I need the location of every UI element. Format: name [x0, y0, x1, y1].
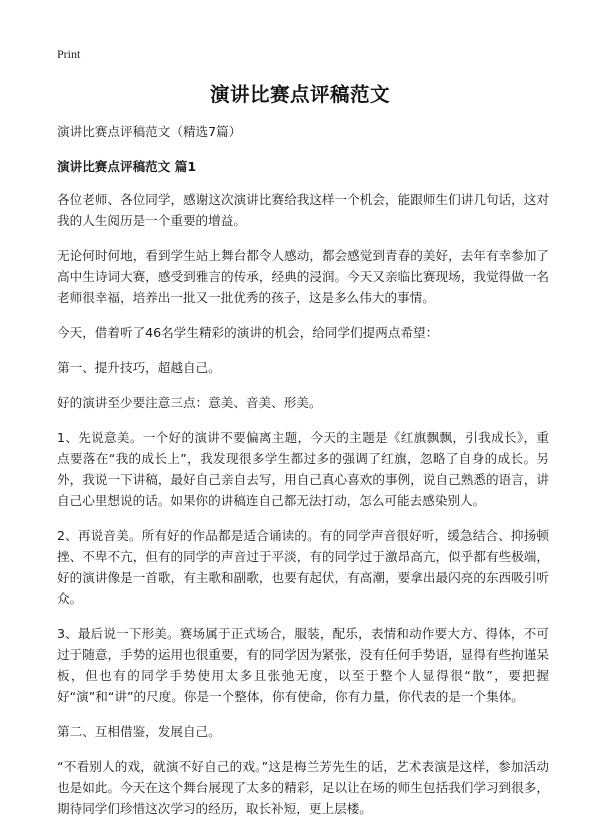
paragraph-three-beauties: 好的演讲至少要注意三点：意美、音美、形美。: [57, 395, 322, 410]
paragraph-hopes-intro: 今天，借着听了46名学生精彩的演讲的机会，给同学们提两点希望：: [57, 325, 439, 340]
paragraph-greeting: 各位老师、各位同学，感谢这次演讲比赛给我这样一个机会，能跟师生们讲几句话，这对我的人生阅历是一个重要的增益。: [57, 192, 549, 228]
paragraph-meaning-beauty: 1、先说意美。一个好的演讲不要偏离主题，今天的主题是《红旗飘飘，引我成长》，重点要落在“我的成长上”，我发现很多学生都过多的强调了红旗，忽略了自身的成长。另外，我说一下讲稿，最好自己亲自去写，用自己真心喜欢的事例，说自己熟悉的语言，讲自己心里想说的话。如果你的讲稿连自己都无法打动，怎么可能去感染别人。: [57, 430, 549, 508]
page-title: 演讲比赛点评稿范文: [209, 83, 390, 106]
paragraph-point-one-heading: 第一、提升技巧，超越自己。: [57, 360, 221, 375]
print-link[interactable]: Print: [57, 47, 81, 61]
paragraph-impression: 无论何时何地，看到学生站上舞台都令人感动，都会感觉到青春的美好，去年有幸参加了高中生诗词大赛，感受到雅言的传承，经典的浸润。今天又亲临比赛现场，我觉得做一名老师很幸福，培养出一批又一批优秀的孩子，这是多么伟大的事情。: [57, 248, 549, 305]
article-section-heading: 演讲比赛点评稿范文 篇1: [57, 159, 197, 174]
article-subtitle: 演讲比赛点评稿范文（精选7篇）: [57, 124, 242, 139]
paragraph-form-beauty: 3、最后说一下形美。赛场属于正式场合，服装，配乐，表情和动作要大方、得体，不可过于随意，手势的运用也很重要，有的同学因为紧张，没有任何手势语，显得有些拘谨呆板，但也有的同学手势使用太多且张弛无度，以至于整个人显得很“散”，要把握好“演”和“讲”的尺度。你是一个整体，你有使命，你有力量，你代表的是一个集体。: [57, 626, 549, 704]
paragraph-sound-beauty: 2、再说音美。所有好的作品都是适合诵读的。有的同学声音很好听，缓急结合、抑扬顿挫、不卑不亢，但有的同学的声音过于平淡，有的同学过于激昂高亢，似乎都有些极端，好的演讲像是一首歌，有主歌和副歌，也要有起伏，有高潮，要拿出最闪亮的东西吸引听众。: [57, 528, 549, 606]
article-content: [57, 121, 549, 833]
paragraph-closing: “不看别人的戏，就演不好自己的戏。”这是梅兰芳先生的话，艺术表演是这样，参加活动也是如此。今天在这个舞台展现了太多的精彩，足以让在场的师生包括我们学习到很多，期待同学们珍惜这次学习的经历，取长补短，更上层楼。: [57, 759, 549, 816]
paragraph-point-two-heading: 第二、互相借鉴，发展自己。: [57, 724, 221, 739]
